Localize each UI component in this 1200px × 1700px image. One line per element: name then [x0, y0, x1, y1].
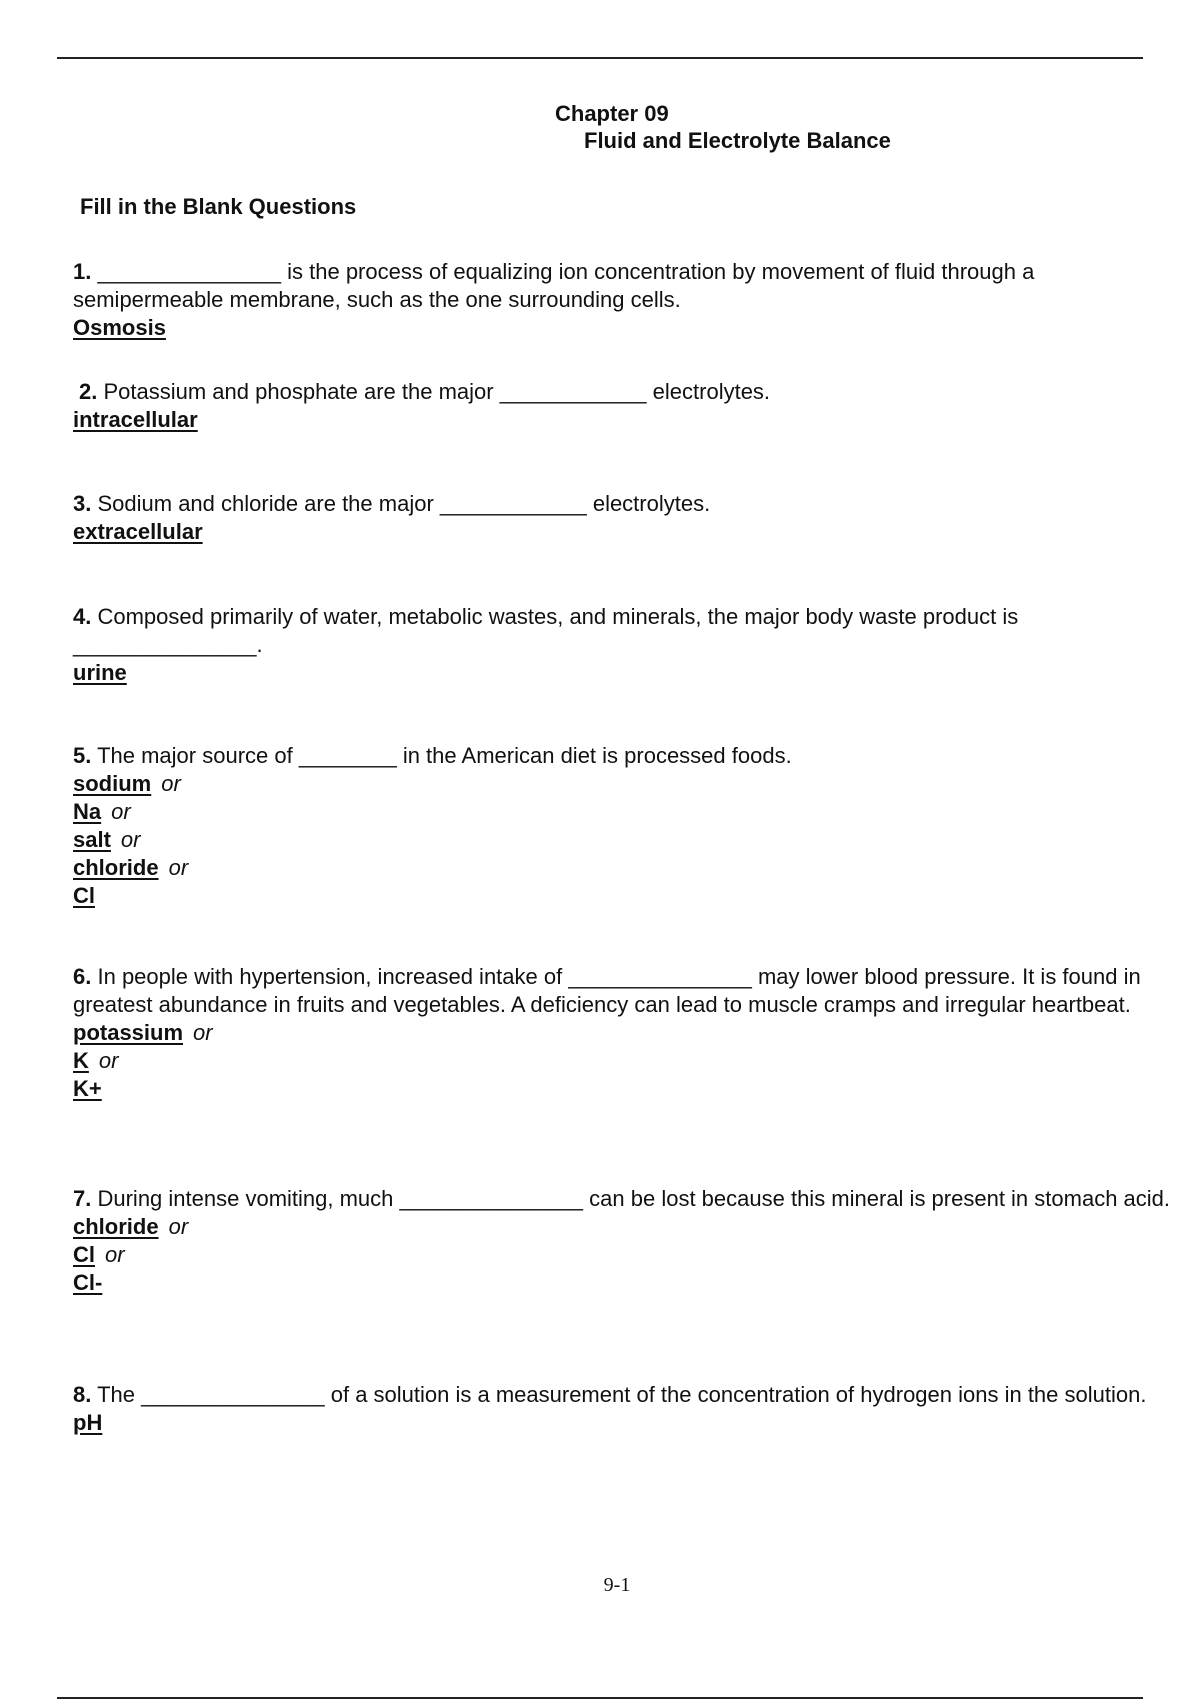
- answer-list: [73, 1409, 1173, 1437]
- chapter-title: Fluid and Electrolyte Balance: [584, 128, 891, 153]
- answer-line: [73, 1213, 1173, 1241]
- answer-text: Osmosis: [73, 315, 166, 340]
- answer-text: Cl: [73, 883, 95, 908]
- top-divider: [57, 57, 1143, 59]
- question-prompt: Potassium and phosphate are the major ____________ electrolytes.: [103, 379, 771, 404]
- answer-list: [73, 1213, 1173, 1297]
- answer-list: [73, 1019, 1173, 1103]
- question-1: [73, 258, 1173, 342]
- answer-list: [73, 518, 1173, 546]
- question-text: [73, 1185, 1173, 1213]
- answer-text: sodium: [73, 771, 152, 796]
- or-connector: or: [105, 1242, 125, 1267]
- question-number: 6.: [73, 964, 92, 989]
- answer-text: Na: [73, 799, 102, 824]
- or-connector: or: [168, 1214, 189, 1239]
- question-prompt: Composed primarily of water, metabolic wastes, and minerals, the major body waste product is _______________.: [73, 604, 1019, 657]
- answer-text: K+: [73, 1076, 102, 1101]
- question-3: [73, 490, 1173, 546]
- question-7: [73, 1185, 1173, 1297]
- answer-text: urine: [73, 660, 127, 685]
- answer-line: [73, 882, 1173, 910]
- answer-list: [73, 406, 1179, 434]
- question-number: 7.: [73, 1186, 92, 1211]
- question-text: [73, 1381, 1173, 1409]
- question-prompt: In people with hypertension, increased intake of _______________ may lower blood pressure. It is found in greatest abundance in fruits and vegetables. A deficiency can lead to muscle cramps and irregular heartbeat.: [73, 964, 1141, 1017]
- answer-text: extracellular: [73, 519, 203, 544]
- question-text: [73, 742, 1173, 770]
- answer-text: chloride: [73, 1214, 159, 1239]
- question-text: [73, 603, 1173, 659]
- answer-text: salt: [73, 827, 111, 852]
- chapter-label: Chapter 09: [555, 101, 669, 126]
- answer-text: pH: [73, 1410, 103, 1435]
- answer-text: Cl: [73, 1242, 95, 1267]
- page-number: 9-1: [603, 1574, 631, 1596]
- answer-line: [73, 798, 1173, 826]
- question-prompt: The major source of ________ in the American diet is processed foods.: [97, 743, 792, 768]
- or-connector: or: [98, 1048, 119, 1073]
- question-prompt: Sodium and chloride are the major ____________ electrolytes.: [97, 491, 711, 516]
- question-8: [73, 1381, 1173, 1437]
- question-number: 1.: [73, 259, 92, 284]
- answer-text: potassium: [73, 1020, 184, 1045]
- answer-line: [73, 1047, 1173, 1075]
- answer-text: chloride: [73, 855, 159, 880]
- question-prompt: _______________ is the process of equalizing ion concentration by movement of fluid through a semipermeable membrane, such as the one surrounding cells.: [73, 259, 1035, 312]
- answer-line: [73, 659, 1173, 687]
- answer-text: intracellular: [73, 407, 198, 432]
- answer-line: [73, 314, 1173, 342]
- or-connector: or: [120, 827, 141, 852]
- answer-line: [73, 854, 1173, 882]
- answer-line: [73, 406, 1179, 434]
- answer-line: [73, 1269, 1173, 1297]
- question-text: [73, 963, 1173, 1019]
- or-connector: or: [161, 771, 181, 796]
- or-connector: or: [111, 799, 131, 824]
- question-number: 4.: [73, 604, 92, 629]
- answer-line: [73, 518, 1173, 546]
- answer-line: [73, 1241, 1173, 1269]
- section-heading: Fill in the Blank Questions: [80, 194, 357, 219]
- answer-line: [73, 1409, 1173, 1437]
- question-number: 5.: [73, 743, 92, 768]
- answer-line: [73, 1075, 1173, 1103]
- answer-text: K: [73, 1048, 89, 1073]
- question-number: 8.: [73, 1382, 92, 1407]
- question-number: 2.: [79, 379, 98, 404]
- answer-list: [73, 659, 1173, 687]
- answer-line: [73, 1019, 1173, 1047]
- answer-list: [73, 314, 1173, 342]
- answer-text: Cl-: [73, 1270, 103, 1295]
- question-5: [73, 742, 1173, 910]
- question-text: [73, 258, 1173, 314]
- question-prompt: The _______________ of a solution is a measurement of the concentration of hydrogen ions in the solution.: [97, 1382, 1147, 1407]
- or-connector: or: [193, 1020, 213, 1045]
- question-text: [79, 378, 1179, 406]
- answer-list: [73, 770, 1173, 910]
- question-4: [73, 603, 1173, 687]
- answer-line: [73, 826, 1173, 854]
- question-6: [73, 963, 1173, 1103]
- question-number: 3.: [73, 491, 92, 516]
- question-text: [73, 490, 1173, 518]
- or-connector: or: [168, 855, 189, 880]
- answer-line: [73, 770, 1173, 798]
- bottom-divider: [57, 1697, 1143, 1699]
- question-prompt: During intense vomiting, much _______________ can be lost because this mineral is present in stomach acid.: [97, 1186, 1171, 1211]
- question-2: [73, 378, 1179, 434]
